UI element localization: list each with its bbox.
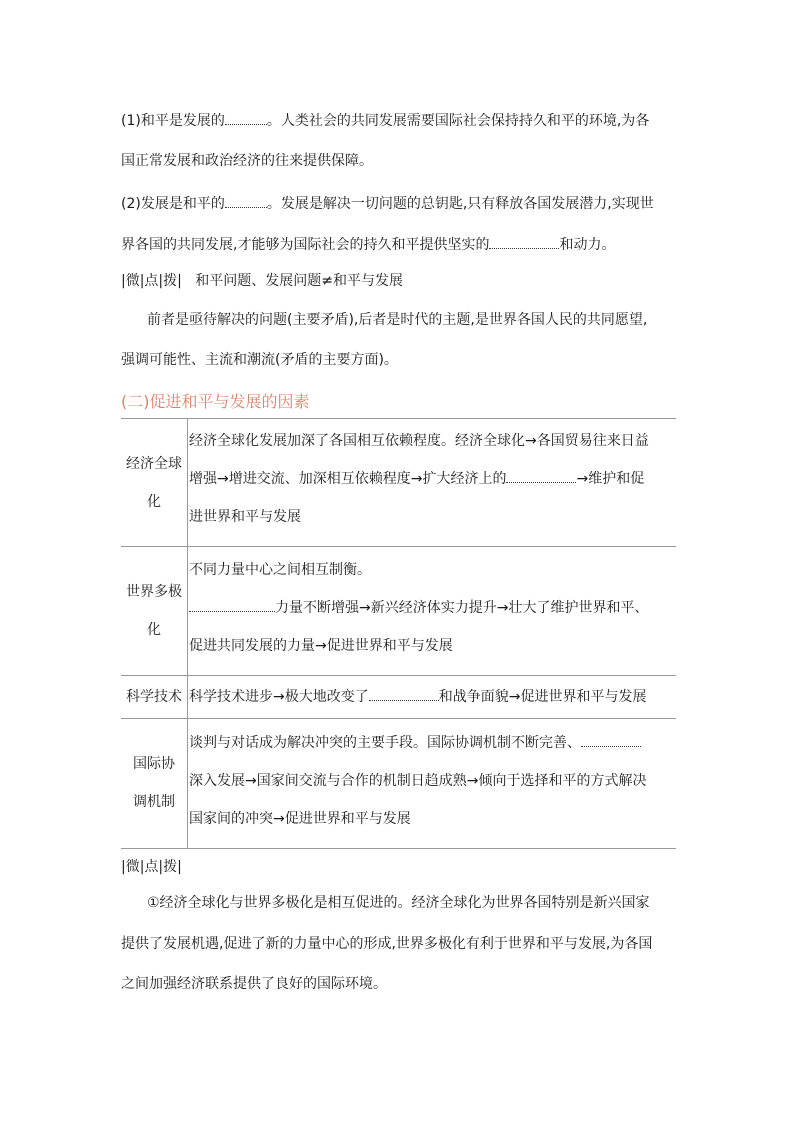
tip-line <box>121 973 387 993</box>
fill-blank[interactable] <box>489 234 559 249</box>
row-label <box>121 745 187 821</box>
fill-blank[interactable] <box>189 597 275 612</box>
label-line: 调机制 <box>133 794 175 810</box>
paragraph-peace-line2 <box>121 150 373 170</box>
paragraph-peace-line1 <box>121 110 649 130</box>
content-line: 促进共同发展的力量→促进世界和平与发展 <box>189 638 453 654</box>
tip-header <box>121 270 403 290</box>
row-content <box>189 422 675 536</box>
label-line: 世界多极 <box>126 584 182 600</box>
fill-blank[interactable] <box>506 468 576 483</box>
content-line: 不同力量中心之间相互制衡。 <box>189 562 371 578</box>
content-line <box>189 678 675 716</box>
tip-tag: |微|点|拨| <box>121 273 182 289</box>
text: 和战争面貌→促进世界和平与发展 <box>438 689 647 705</box>
text: 国正常发展和政治经济的往来提供保障。 <box>121 153 373 169</box>
table-border <box>121 418 676 419</box>
content-line <box>189 589 675 627</box>
tip-line <box>121 349 398 369</box>
text: 力量不断增强→新兴经济体实力提升→壮大了维护世界和平、 <box>275 600 649 616</box>
row-content <box>189 551 675 665</box>
text: (2)发展是和平的 <box>121 196 225 212</box>
table-border <box>121 675 676 676</box>
text: 强调可能性、主流和潮流(矛盾的主要方面)。 <box>121 352 398 368</box>
row-content <box>189 678 675 716</box>
label-line: 化 <box>147 622 161 638</box>
row-content <box>189 724 675 838</box>
tip-title: 和平问题、发展问题≠和平与发展 <box>195 273 403 289</box>
fill-blank[interactable] <box>225 193 267 208</box>
text: 。发展是解决一切问题的总钥匙,只有释放各国发展潜力,实现世 <box>266 196 654 212</box>
tip-line <box>121 933 652 953</box>
content-line <box>189 724 675 762</box>
text: ①经济全球化与世界多极化是相互促进的。经济全球化为世界各国特别是新兴国家 <box>147 895 650 911</box>
factors-table <box>121 418 676 848</box>
tip-header <box>121 856 182 876</box>
label-line: 经济全球 <box>126 456 182 472</box>
content-line <box>189 460 675 498</box>
label-line: 化 <box>147 494 161 510</box>
text: 。人类社会的共同发展需要国际社会保持持久和平的环境,为各 <box>266 113 650 129</box>
content-line: 国家间的冲突→促进世界和平与发展 <box>189 811 411 827</box>
text: 科学技术进步→极大地改变了 <box>189 689 369 705</box>
fill-blank[interactable] <box>581 732 641 747</box>
tip-line <box>147 892 650 912</box>
table-border <box>121 848 676 849</box>
text: 前者是亟待解决的问题(主要矛盾),后者是时代的主题,是世界各国人民的共同愿望, <box>147 312 648 328</box>
paragraph-development-line2 <box>121 234 615 254</box>
content-line: 深入发展→国家间交流与合作的机制日趋成熟→倾向于选择和平的方式解决 <box>189 773 647 789</box>
text: 和动力。 <box>559 237 616 253</box>
text: 增强→增进交流、加深相互依赖程度→扩大经济上的 <box>189 471 507 487</box>
text: 提供了发展机遇,促进了新的力量中心的形成,世界多极化有利于世界和平与发展,为各国 <box>121 936 653 952</box>
fill-blank[interactable] <box>369 686 439 701</box>
text: 界各国的共同发展,才能够为国际社会的持久和平提供坚实的 <box>121 237 490 253</box>
label-line: 国际协 <box>133 756 175 772</box>
content-line: 进世界和平与发展 <box>189 509 301 525</box>
tip-tag: |微|点|拨| <box>121 859 182 875</box>
text: 谈判与对话成为解决冲突的主要手段。国际协调机制不断完善、 <box>189 735 581 751</box>
section-heading: (二)促进和平与发展的因素 <box>121 392 310 411</box>
text: 之间加强经济联系提供了良好的国际环境。 <box>121 976 387 992</box>
table-border <box>121 546 676 547</box>
paragraph-development-line1 <box>121 193 654 213</box>
text: →维护和促 <box>576 471 645 487</box>
table-border <box>121 718 676 719</box>
text: (1)和平是发展的 <box>121 113 225 129</box>
table-divider <box>187 418 188 848</box>
content-line: 经济全球化发展加深了各国相互依赖程度。经济全球化→各国贸易往来日益 <box>189 433 649 449</box>
tip-line <box>147 309 647 329</box>
label-line: 科学技术 <box>126 689 182 705</box>
row-label <box>121 445 187 521</box>
row-label <box>121 573 187 649</box>
fill-blank[interactable] <box>225 110 267 125</box>
row-label <box>121 678 187 716</box>
